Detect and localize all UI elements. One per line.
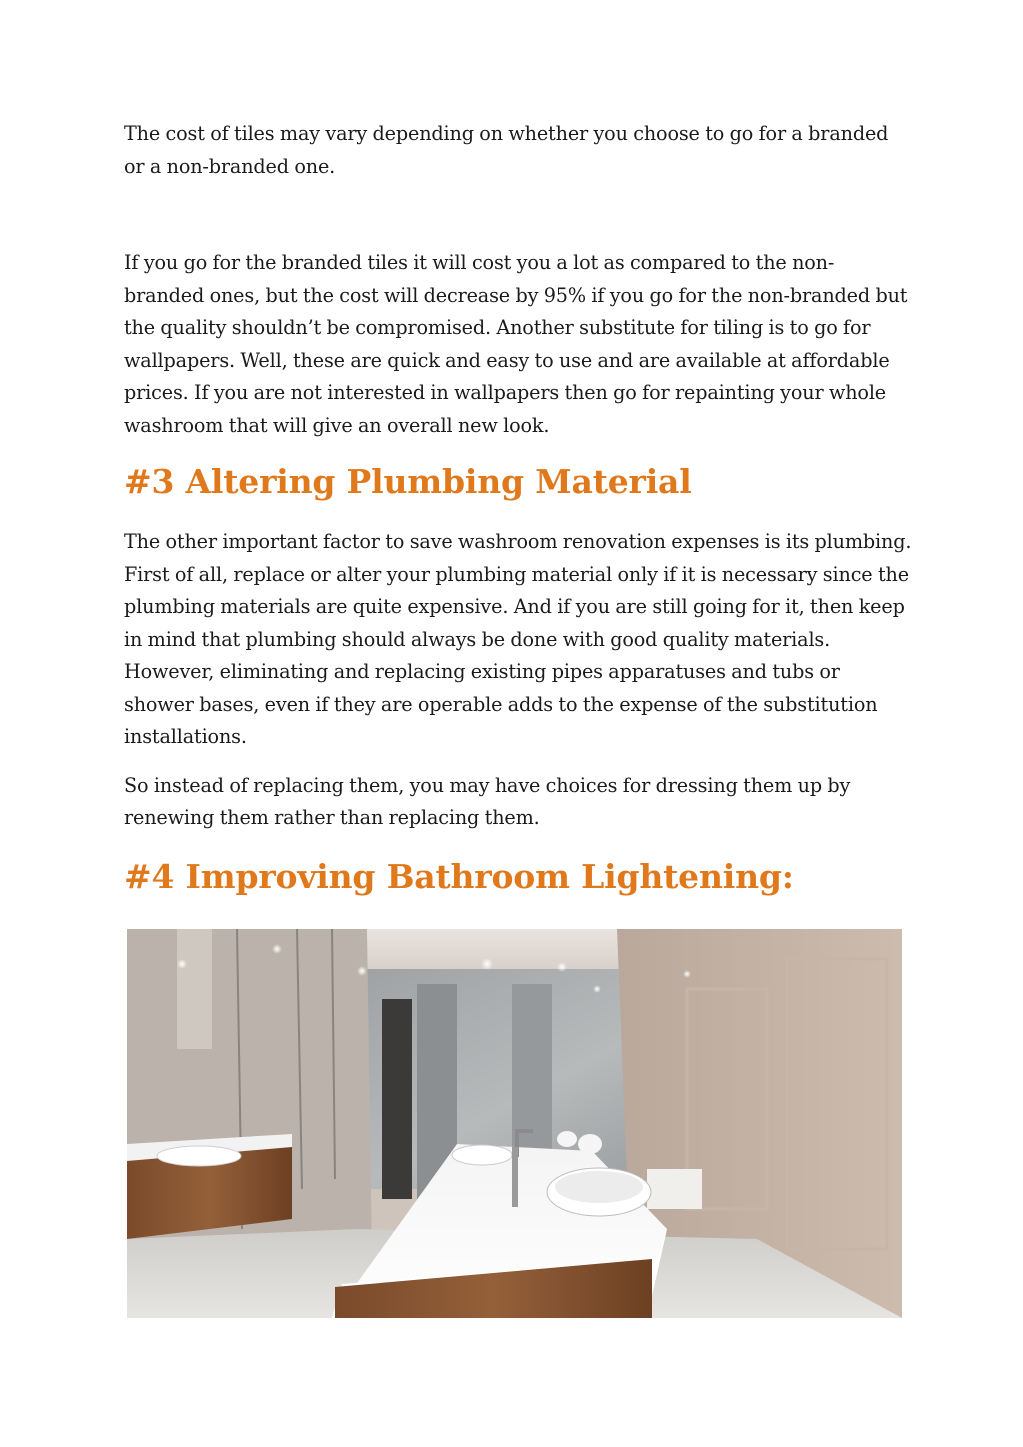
heading-bathroom-lightening: #4 Improving Bathroom Lightening: bbox=[124, 856, 794, 896]
document-page bbox=[124, 118, 914, 899]
paragraph-plumbing: The other important factor to save washroom renovation expenses is its plumbing. First of all, replace or alter your plumbing material only if it is necessary since the plumbing materials are quite expensive. And if you are still going for it, then keep in mind that plumbing should always be done with good quality materials. However, eliminating and replacing existing pipes apparatuses and tubs or shower bases, even if they are operable adds to the expense of the substitution installations. bbox=[124, 530, 912, 748]
bathroom-photo bbox=[127, 929, 902, 1318]
paragraph-tile-cost: The cost of tiles may vary depending on whether you choose to go for a branded or a non-branded one. bbox=[124, 122, 889, 178]
paragraph-renewing: So instead of replacing them, you may have choices for dressing them up by renewing them rather than replacing them. bbox=[124, 773, 851, 829]
paragraph-branded-tiles: If you go for the branded tiles it will cost you a lot as compared to the non-branded ones, but the cost will decrease by 95% if you go for the non-branded but the quality shouldn’t be compromised. Another substitute for tiling is to go for wallpapers. Well, these are quick and easy to use and are available at affordable prices. If you are not interested in wallpapers then go for repainting your whole washroom that will give an overall new look. bbox=[124, 251, 908, 437]
heading-altering-plumbing: #3 Altering Plumbing Material bbox=[124, 462, 692, 501]
